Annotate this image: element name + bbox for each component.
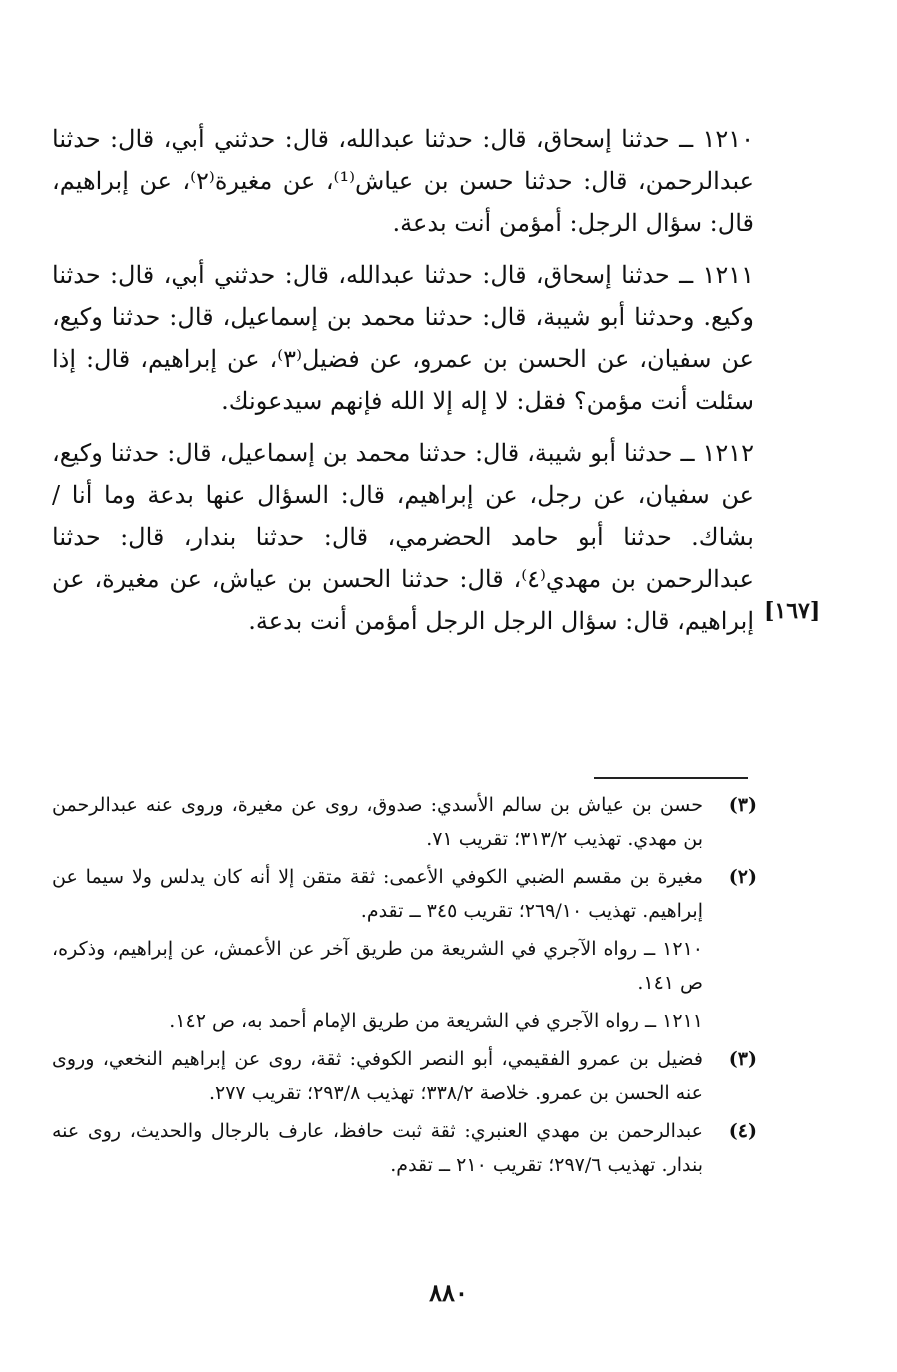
footnote-text: فضيل بن عمرو الفقيمي، أبو النصر الكوفي: ثقة، روى عن إبراهيم النخعي، وروى عنه الحسن بن عمرو. خلاصة ٣٣٨/٢؛ تهذيب ٢٩٣/٨؛ تقريب ٢٧٧.	[52, 1048, 703, 1104]
footnote-number: (٤)	[728, 1120, 757, 1142]
footnote	[52, 788, 757, 856]
footnote-number: (٣)	[728, 1048, 757, 1070]
footnote-divider	[594, 777, 748, 779]
paragraph-1210: ١٢١٠ ــ حدثنا إسحاق، قال: حدثنا عبدالله، قال: حدثني أبي، قال: حدثنا عبدالرحمن، قال: حدثنا حسن بن عياش⁽¹⁾، عن مغيرة⁽٢⁾، عن إبراهيم، قال: سؤال الرجل: أمؤمن أنت بدعة.	[52, 125, 755, 237]
margin-page-marker: [١٦٧]	[764, 598, 821, 624]
footnotes	[52, 788, 757, 1186]
paragraph-1211: ١٢١١ ــ حدثنا إسحاق، قال: حدثنا عبدالله، قال: حدثني أبي، قال: حدثنا وكيع. وحدثنا أبو شيبة، قال: حدثنا محمد بن إسماعيل، قال: حدثنا وكيع، عن سفيان، عن الحسن بن عمرو، عن فضيل⁽٣⁾، عن إبراهيم، قال: إذا سئلت أنت مؤمن؟ فقل: لا إله إلا الله فإنهم سيدعونك.	[52, 261, 755, 415]
main-text	[52, 118, 754, 652]
footnote	[52, 1042, 757, 1110]
footnote-number: (٣)	[728, 794, 757, 816]
paragraph-1212: ١٢١٢ ــ حدثنا أبو شيبة، قال: حدثنا محمد بن إسماعيل، قال: حدثنا وكيع، عن سفيان، عن رجل، عن إبراهيم، قال: السؤال عنها بدعة وما أنا / بشاك. حدثنا أبو حامد الحضرمي، قال: حدثنا بندار، قال: حدثنا عبدالرحمن بن مهدي⁽٤⁾، قال: حدثنا الحسن بن عياش، عن مغيرة، عن إبراهيم، قال: سؤال الرجل الرجل أمؤمن أنت بدعة.	[52, 439, 754, 635]
page-number: ٨٨٠	[429, 1278, 468, 1307]
footnote	[52, 860, 757, 928]
footnote	[52, 1004, 757, 1038]
footnote-text: حسن بن عياش بن سالم الأسدي: صدوق، روى عن مغيرة، وروى عنه عبدالرحمن بن مهدي. تهذيب ٣١٣/٢؛ تقريب ٧١.	[52, 794, 703, 850]
footnote-text: عبدالرحمن بن مهدي العنبري: ثقة ثبت حافظ، عارف بالرجال والحديث، روى عنه بندار. تهذيب ٢٩٧/٦؛ تقريب ٢١٠ ــ تقدم.	[52, 1120, 703, 1176]
footnote-text: ١٢١٠ ــ رواه الآجري في الشريعة من طريق آخر عن الأعمش، عن إبراهيم، وذكره، ص ١٤١.	[52, 938, 703, 994]
footnote-text: ١٢١١ ــ رواه الآجري في الشريعة من طريق الإمام أحمد به، ص ١٤٢.	[169, 1010, 703, 1032]
footnote-text: مغيرة بن مقسم الضبي الكوفي الأعمى: ثقة متقن إلا أنه كان يدلس ولا سيما عن إبراهيم. تهذيب ٢٦٩/١٠؛ تقريب ٣٤٥ ــ تقدم.	[52, 866, 703, 922]
footnote-number: (٢)	[728, 866, 757, 888]
footnote	[52, 932, 757, 1000]
footnote	[52, 1114, 757, 1182]
